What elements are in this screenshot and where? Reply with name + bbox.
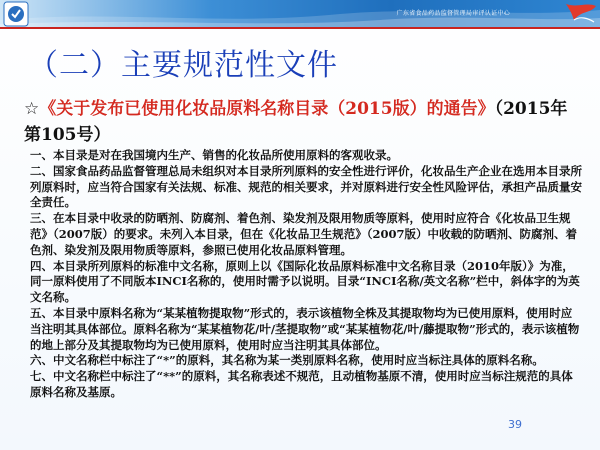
provision-item: 六、中文名称栏中标注了“*”的原料，其名称为某一类别原料名称，使用时应当标注具体的原料名称。	[30, 353, 544, 368]
document-title: 《关于发布已使用化妆品原料名称目录（2015版）的通告》	[39, 99, 495, 119]
provision-item: 二、国家食品药品监督管理总局未组织对本目录所列原料的安全性进行评价，化妆品生产企业在选用本目录所列原料时，应当符合国家有关法规、标准、规范的相关要求，并对原料进行安全性风险评估，承担产品质量安全责任。	[30, 163, 582, 210]
document-heading	[24, 96, 584, 148]
organization-name: 广东省食品药品监督管理局审评认证中心	[396, 10, 510, 17]
provision-item: 四、本目录所列原料的标准中文名称，原则上以《国际化妆品原料标准中文名称目录（2010年版）》为准，同一原料使用了不同版本INCI名称的，使用时需予以说明。目录“INCI名称/英文名称”栏中，斜体字的为英文名称。	[30, 258, 580, 305]
document-number: （2015年第105号）	[24, 99, 568, 145]
page-number: 39	[508, 418, 522, 431]
provision-item: 三、在本目录中收录的防晒剂、防腐剂、着色剂、染发剂及限用物质等原料，使用时应符合《化妆品卫生规范》（2007版）的要求。未列入本目录，但在《化妆品卫生规范》（2007版）中收载的防晒剂、防腐剂、着色剂、染发剂及限用物质等原料，参照已使用化妆品原料管理。	[30, 211, 578, 257]
provision-item: 七、中文名称栏中标注了“**”的原料，其名称表述不规范，且动植物基原不清，使用时应当标注规范的具体原料名称及基原。	[30, 369, 573, 399]
provision-item: 一、本目录是对在我国境内生产、销售的化妆品所使用原料的客观收录。	[30, 148, 398, 162]
red-ribbon-icon	[560, 0, 600, 28]
provision-item: 五、本目录中原料名称为“某某植物提取物”形式的，表示该植物全株及其提取物均为已使用原料，使用时应当注明其具体部位。原料名称为“某某植物花/叶/茎提取物”或“某某植物花/叶/藤提取物”形式的，表示该植物的地上部分及其提取物均为已使用原料，使用时应当注明其具体部位。	[30, 305, 580, 352]
header-banner	[0, 0, 600, 28]
header-accent-line	[0, 27, 600, 29]
banner-wave-decoration	[0, 0, 600, 28]
agency-emblem-icon	[3, 1, 29, 27]
provisions-list	[30, 148, 582, 401]
slide-title: （二）主要规范性文件	[28, 48, 338, 83]
star-icon: ☆	[24, 99, 40, 119]
